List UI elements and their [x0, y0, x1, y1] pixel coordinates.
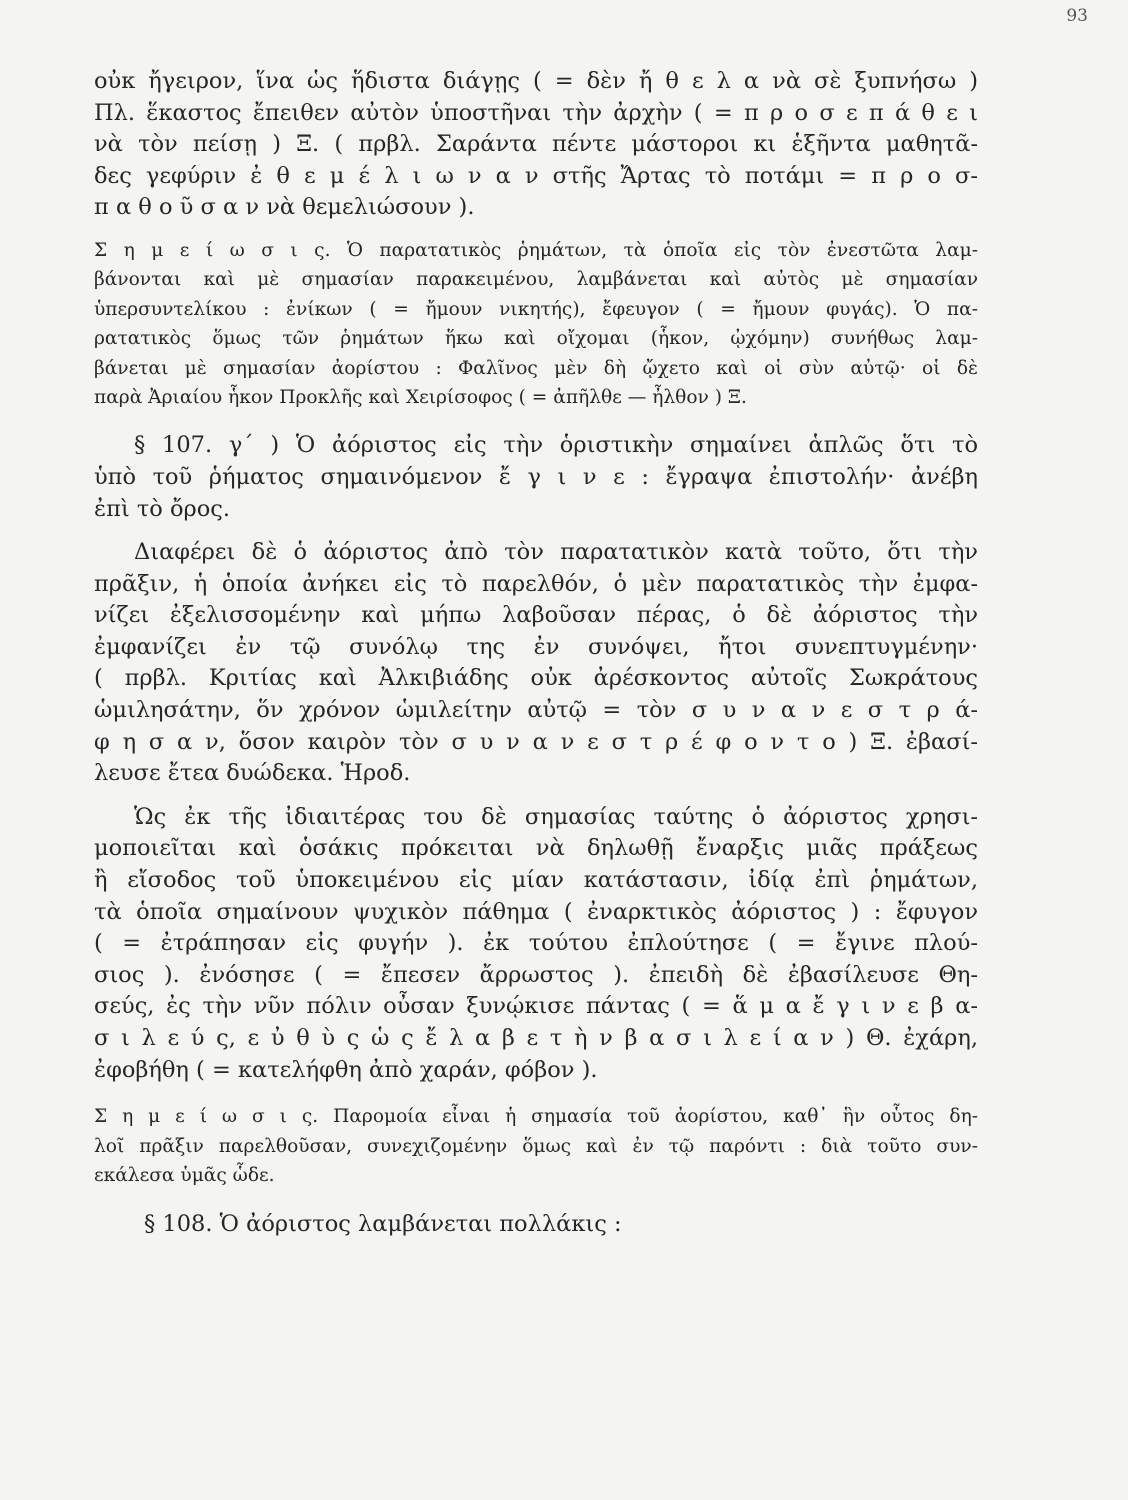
section-heading-line: § 107. γ΄ ) Ὁ ἀόριστος εἰς τὴν ὁριστικὴν σημαίνει ἁπλῶς ὅτι τὸ: [134, 432, 978, 459]
text-line: Ὡς ἐκ τῆς ἰδιαιτέρας του δὲ σημασίας ταύτης ὁ ἀόριστος χρησι-: [134, 803, 978, 830]
text-line: λευσε ἔτεα δυώδεκα. Ἡροδ.: [94, 760, 411, 787]
note-line: Σ η μ ε ί ω σ ι ς. Ὁ παρατατικὸς ῥημάτων, τὰ ὁποῖα εἰς τὸν ἐνεστῶτα λαμ-: [94, 239, 978, 261]
text-line: σεύς, ἐς τὴν νῦν πόλιν οὖσαν ξυνῴκισε πάντας ( = ἅ μ α ἔ γ ι ν ε β α-: [94, 993, 978, 1020]
text-line: Πλ. ἕκαστος ἔπειθεν αὐτὸν ὑποστῆναι τὴν ἀρχὴν ( = π ρ ο σ ε π ά θ ε ι: [94, 99, 978, 126]
text-line: πρᾶξιν, ἡ ὁποία ἀνήκει εἰς τὸ παρελθόν, ὁ μὲν παρατατικὸς τὴν ἐμφα-: [94, 570, 978, 597]
text-line: σ ι λ ε ύ ς, ε ὐ θ ὺ ς ὡ ς ἔ λ α β ε τ ὴ ν β α σ ι λ ε ί α ν ) Θ. ἐχάρη,: [94, 1025, 978, 1051]
note-line: λοῖ πρᾶξιν παρελθοῦσαν, συνεχιζομένην ὅμως καὶ ἐν τῷ παρόντι : διὰ τοῦτο συν-: [94, 1135, 978, 1157]
text-line: Διαφέρει δὲ ὁ ἀόριστος ἀπὸ τὸν παρατατικὸν κατὰ τοῦτο, ὅτι τὴν: [134, 539, 978, 566]
paragraph-continuation: [94, 66, 978, 224]
section-108: [94, 1208, 978, 1240]
text-line: ἐμφανίζει ἐν τῷ συνόλῳ της ἐν συνόψει, ἤτοι συνεπτυγμένην·: [94, 633, 978, 660]
text-line: μοποιεῖται καὶ ὁσάκις πρόκειται νὰ δηλωθῇ ἔναρξις μιᾶς πράξεως: [94, 835, 978, 862]
note-line: εκάλεσα ὑμᾶς ὧδε.: [94, 1164, 275, 1186]
note-aorist: [94, 1102, 978, 1190]
text-line: ( πρβλ. Κριτίας καὶ Ἀλκιβιάδης οὐκ ἀρέσκοντος αὐτοῖς Σωκράτους: [94, 665, 978, 692]
note-line: ὑπερσυντελίκου : ἐνίκων ( = ἤμουν νικητής), ἔφευγον ( = ἤμουν φυγάς). Ὁ πα-: [94, 298, 978, 320]
paragraph-ingressive: [94, 802, 978, 1086]
text-line: ὑπὸ τοῦ ῥήματος σημαινόμενον ἔ γ ι ν ε : ἔγραψα ἐπιστολήν· ἀνέβη: [94, 463, 978, 490]
text-line: οὐκ ἤγειρον, ἵνα ὡς ἥδιστα διάγῃς ( = δὲν ἤ θ ε λ α νὰ σὲ ξυπνήσω ): [94, 68, 978, 94]
section-107: [94, 430, 978, 525]
note-line: παρὰ Ἀριαίου ἧκον Προκλῆς καὶ Χειρίσοφος ( = ἀπῆλθε — ἦλθον ) Ξ.: [94, 386, 747, 408]
text-line: ( = ἐτράπησαν εἰς φυγήν ). ἐκ τούτου ἐπλούτησε ( = ἔγινε πλού-: [94, 930, 978, 957]
note-line: βάνονται καὶ μὲ σημασίαν παρακειμένου, λαμβάνεται καὶ αὐτὸς μὲ σημασίαν: [94, 269, 978, 291]
section-heading-line: § 108. Ὁ ἀόριστος λαμβάνεται πολλάκις :: [144, 1211, 622, 1238]
note-line: ρατατικὸς ὅμως τῶν ῥημάτων ἥκω καὶ οἴχομαι (ἧκον, ᾠχόμην) συνήθως λαμ-: [94, 328, 978, 350]
text-line: δες γεφύριν ἐ θ ε μ έ λ ι ω ν α ν στῆς Ἄρτας τὸ ποτάμι = π ρ ο σ-: [94, 162, 978, 189]
text-line: ἢ εἴσοδος τοῦ ὑποκειμένου εἰς μίαν κατάστασιν, ἰδίᾳ ἐπὶ ῥημάτων,: [94, 867, 978, 894]
page-number: 93: [1066, 6, 1088, 26]
page-body: [94, 66, 978, 1240]
paragraph-difference: [94, 537, 978, 790]
text-line: φ η σ α ν, ὅσον καιρὸν τὸν σ υ ν α ν ε σ τ ρ έ φ ο ν τ ο ) Ξ. ἐβασί-: [94, 728, 978, 755]
note-line: Σ η μ ε ί ω σ ι ς. Παρομοία εἶναι ἡ σημασία τοῦ ἀορίστου, καθ᾽ ἣν οὗτος δη-: [94, 1106, 978, 1128]
note-line: βάνεται μὲ σημασίαν ἀορίστου : Φαλῖνος μὲν δὴ ᾤχετο καὶ οἱ σὺν αὐτῷ· οἱ δὲ: [94, 357, 978, 379]
text-line: ἐπὶ τὸ ὄρος.: [94, 495, 231, 522]
text-line: νίζει ἐξελισσομένην καὶ μήπω λαβοῦσαν πέρας, ὁ δὲ ἀόριστος τὴν: [94, 602, 978, 629]
text-line: ἐφοβήθη ( = κατελήφθη ἀπὸ χαράν, φόβον ).: [94, 1056, 598, 1083]
text-line: π α θ ο ῦ σ α ν νὰ θεμελιώσουν ).: [94, 194, 475, 221]
text-line: τὰ ὁποῖα σημαίνουν ψυχικὸν πάθημα ( ἐναρκτικὸς ἀόριστος ) : ἔφυγον: [94, 898, 978, 925]
text-line: σιος ). ἐνόσησε ( = ἔπεσεν ἄρρωστος ). ἐπειδὴ δὲ ἐβασίλευσε Θη-: [94, 961, 978, 988]
text-line: ὡμιλησάτην, ὅν χρόνον ὡμιλείτην αὐτῷ = τὸν σ υ ν α ν ε σ τ ρ ά-: [94, 697, 978, 724]
note-paratatikos: [94, 236, 978, 412]
text-line: νὰ τὸν πείσῃ ) Ξ. ( πρβλ. Σαράντα πέντε μάστοροι κι ἑξῆντα μαθητᾶ-: [94, 131, 978, 158]
